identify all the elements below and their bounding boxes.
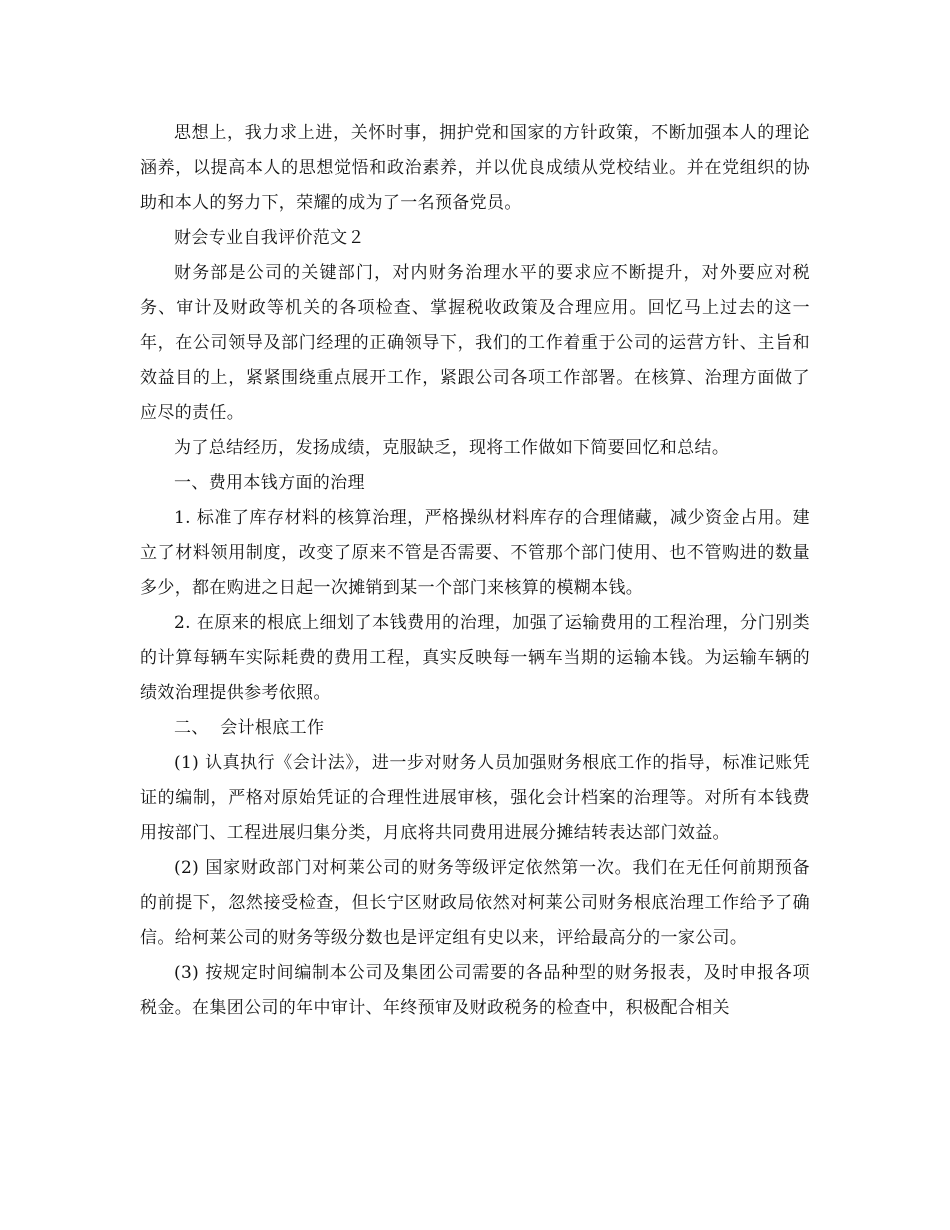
heading-accounting-basics: 二、 会计根底工作 [174,718,325,738]
paragraph-accounting-item-1: (1) 认真执行《会计法》，进一步对财务人员加强财务根底工作的指导，标准记账凭证的编制，严格对原始凭证的合理性进展审核，强化会计档案的治理等。对所有本钱费用按部门、工程进展归集分类，月底将共同费用进展分摊结转表达部门效益。 [140,753,810,843]
paragraph-accounting-item-3: (3) 按规定时间编制本公司及集团公司需要的各品种型的财务报表，及时申报各项税金。在集团公司的年中审计、年终预审及财政税务的检查中，积极配合相关 [140,963,810,1018]
paragraph-cost-item-1: 1. 标准了库存材料的核算治理，严格操纵材料库存的合理储藏，减少资金占用。建立了材料领用制度，改变了原来不管是否需要、不管那个部门使用、也不管购进的数量多少，都在购进之日起一次摊销到某一个部门来核算的模糊本钱。 [140,508,810,598]
paragraph-ideology: 思想上，我力求上进，关怀时事，拥护党和国家的方针政策，不断加强本人的理论涵养，以提高本人的思想觉悟和政治素养，并以优良成绩从党校结业。并在党组织的协助和本人的努力下，荣耀的成为了一名预备党员。 [140,123,810,213]
heading-cost-management: 一、费用本钱方面的治理 [174,473,365,493]
paragraph-accounting-item-2: (2) 国家财政部门对柯莱公司的财务等级评定依然第一次。我们在无任何前期预备的前提下，忽然接受检查，但长宁区财政局依然对柯莱公司财务根底治理工作给予了确信。给柯莱公司的财务等级分数也是评定组有史以来，评给最高分的一家公司。 [140,858,810,948]
paragraph-summary-intro: 为了总结经历，发扬成绩，克服缺乏，现将工作做如下简要回忆和总结。 [174,438,730,458]
paragraph-cost-item-2: 2. 在原来的根底上细划了本钱费用的治理，加强了运输费用的工程治理，分门别类的计算每辆车实际耗费的费用工程，真实反映每一辆车当期的运输本钱。为运输车辆的绩效治理提供参考依照。 [140,613,810,703]
paragraph-finance-department: 财务部是公司的关键部门，对内财务治理水平的要求应不断提升，对外要应对税务、审计及财政等机关的各项检查、掌握税收政策及合理应用。回忆马上过去的这一年，在公司领导及部门经理的正确领导下，我们的工作着重于公司的运营方针、主旨和效益目的上，紧紧围绕重点展开工作，紧跟公司各项工作部署。在核算、治理方面做了应尽的责任。 [140,263,810,423]
document-body [140,116,810,1026]
section-title-sample-2: 财会专业自我评价范文２ [174,228,365,248]
